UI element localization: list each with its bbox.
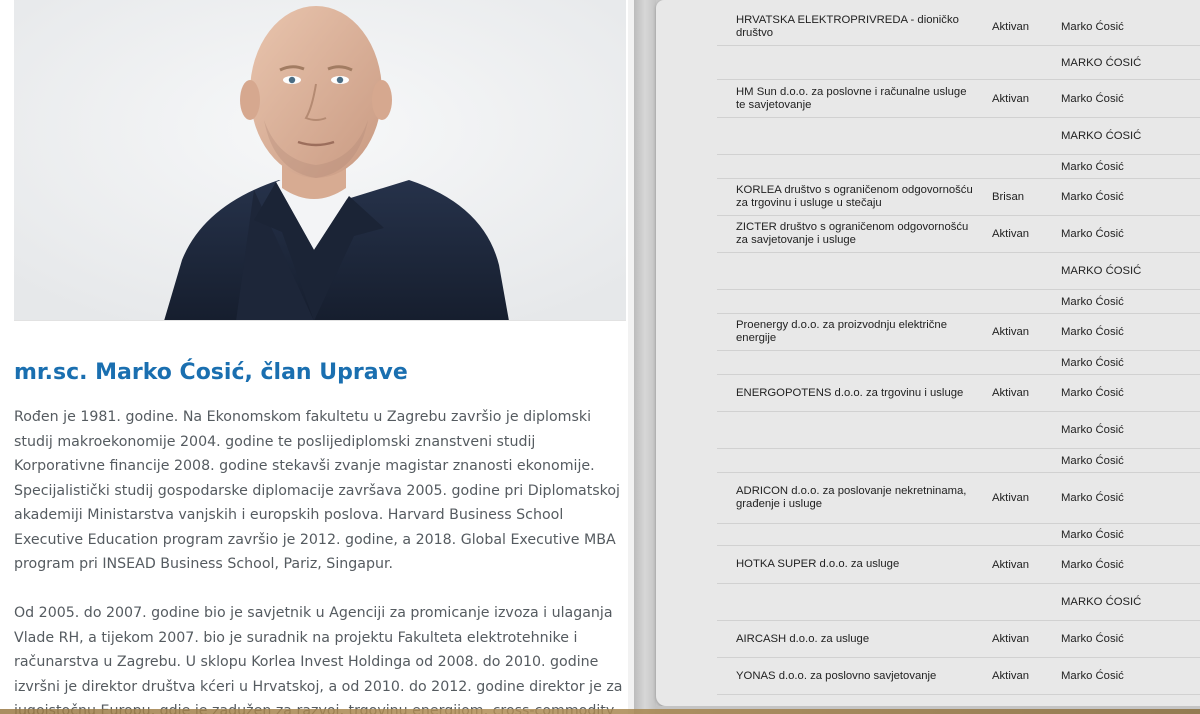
company-status: Aktivan	[992, 92, 1030, 105]
person-name[interactable]: Marko Ćosić	[1061, 295, 1124, 308]
table-row[interactable]	[717, 351, 1200, 375]
person-name[interactable]: Marko Ćosić	[1061, 191, 1124, 203]
person-name[interactable]: MARKO ĆOSIĆ	[1061, 130, 1142, 142]
person-name[interactable]: Marko Ćosić	[1061, 326, 1124, 338]
person-name[interactable]: MARKO ĆOSIĆ	[1061, 265, 1142, 277]
table-row[interactable]	[717, 473, 1200, 524]
bio-text	[14, 405, 630, 714]
company-name[interactable]: HM Sun d.o.o. za poslovne i računalne usluge te savjetovanje	[736, 85, 967, 111]
company-name[interactable]: ENERGOPOTENS d.o.o. za trgovinu i usluge	[736, 386, 964, 399]
person-name[interactable]: Marko Ćosić	[1061, 454, 1124, 467]
company-status: Aktivan	[992, 326, 1030, 338]
person-name[interactable]: Marko Ćosić	[1061, 492, 1124, 504]
person-name[interactable]: Marko Ćosić	[1061, 356, 1124, 369]
table-row[interactable]	[717, 46, 1200, 80]
table-row[interactable]	[717, 658, 1200, 695]
table-row[interactable]	[717, 118, 1200, 155]
table-row[interactable]	[717, 375, 1200, 412]
company-status: Brisan	[992, 191, 1025, 203]
table-row[interactable]	[717, 524, 1200, 546]
person-name[interactable]: Marko Ćosić	[1061, 633, 1124, 645]
company-status: Aktivan	[992, 228, 1030, 240]
company-status: Aktivan	[992, 387, 1030, 399]
company-status: Aktivan	[992, 492, 1030, 504]
table-row[interactable]	[717, 449, 1200, 473]
person-name[interactable]: Marko Ćosić	[1061, 528, 1124, 541]
person-name[interactable]: Marko Ćosić	[1061, 92, 1124, 105]
bio-paragraph: Od 2005. do 2007. godine bio je savjetnik u Agenciji za promicanje izvoza i ulaganja Vlade RH, a tijekom 2007. bio je suradnik na projektu Fakulteta elektrotehnike i računarstva u Zagrebu. U sklopu Korlea Invest Holdinga od 2008. do 2010. godine izvršni je direktor društva kćeri u Hrvatskoj, a od 2010. do 2012. godine direktor je za	[14, 605, 623, 695]
company-status: Aktivan	[992, 633, 1030, 645]
person-name[interactable]: Marko Ćosić	[1061, 160, 1124, 173]
bio-paragraph: Rođen je 1981. godine. Na Ekonomskom fakultetu u Zagrebu završio je diplomski studij makroekonomije 2004. godine te poslijediplomski znanstveni studij Korporativne financije 2008. godine stekavši zvanje magistar znanosti ekonomije. Specijalistički studij gospodarske diplomacije završava 2005. godine pri Diplomatskoj akademiji Ministarstva vanjskih i europskih poslova. Harvard Business School Executive Education program završio je 2012. godine, a 2018. Global Executive MBA program pri INSEAD Business School, Pariz, Singapur.	[14, 409, 620, 572]
table-row[interactable]	[717, 253, 1200, 290]
table-row[interactable]	[717, 412, 1200, 449]
table-row[interactable]	[717, 546, 1200, 584]
taskbar-strip	[0, 709, 1200, 714]
table-row[interactable]	[717, 179, 1200, 216]
table-row[interactable]	[717, 621, 1200, 658]
table-row[interactable]	[717, 155, 1200, 179]
company-name[interactable]: HRVATSKA ELEKTROPRIVREDA - dioničko društvo	[736, 13, 959, 39]
person-name[interactable]: MARKO ĆOSIĆ	[1061, 56, 1142, 69]
table-row[interactable]	[717, 314, 1200, 351]
company-name[interactable]: ZICTER društvo s ograničenom odgovornošću za savjetovanje i usluge	[736, 221, 969, 246]
page-title: mr.sc. Marko Ćosić, član Uprave	[14, 360, 408, 385]
table-row[interactable]	[717, 290, 1200, 314]
company-name[interactable]: YONAS d.o.o. za poslovno savjetovanje	[736, 669, 937, 682]
person-name[interactable]: MARKO ĆOSIĆ	[1061, 596, 1142, 608]
table-row[interactable]	[717, 216, 1200, 253]
company-name[interactable]: Proenergy d.o.o. za proizvodnju električne energije	[736, 319, 947, 344]
person-name[interactable]: Marko Ćosić	[1061, 670, 1124, 682]
person-name[interactable]: Marko Ćosić	[1061, 20, 1124, 33]
person-name[interactable]: Marko Ćosić	[1061, 424, 1124, 436]
company-name[interactable]: HOTKA SUPER d.o.o. za usluge	[736, 558, 900, 570]
table-row[interactable]	[717, 584, 1200, 621]
company-status: Aktivan	[992, 670, 1030, 682]
person-name[interactable]: Marko Ćosić	[1061, 228, 1124, 240]
person-name[interactable]: Marko Ćosić	[1061, 558, 1124, 571]
company-table	[717, 8, 1200, 695]
company-status: Aktivan	[992, 558, 1030, 571]
table-row[interactable]	[717, 80, 1200, 118]
company-name[interactable]: ADRICON d.o.o. za poslovanje nekretninama, građenje i usluge	[736, 485, 967, 510]
table-row[interactable]	[717, 8, 1200, 46]
profile-photo	[14, 0, 626, 321]
person-name[interactable]: Marko Ćosić	[1061, 387, 1124, 399]
window-divider	[634, 0, 656, 714]
company-name[interactable]: AIRCASH d.o.o. za usluge	[736, 632, 870, 645]
company-register-window	[656, 0, 1200, 706]
company-status: Aktivan	[992, 20, 1030, 33]
company-name[interactable]: KORLEA društvo s ograničenom odgovornošću za trgovinu i usluge u stečaju	[736, 184, 973, 209]
